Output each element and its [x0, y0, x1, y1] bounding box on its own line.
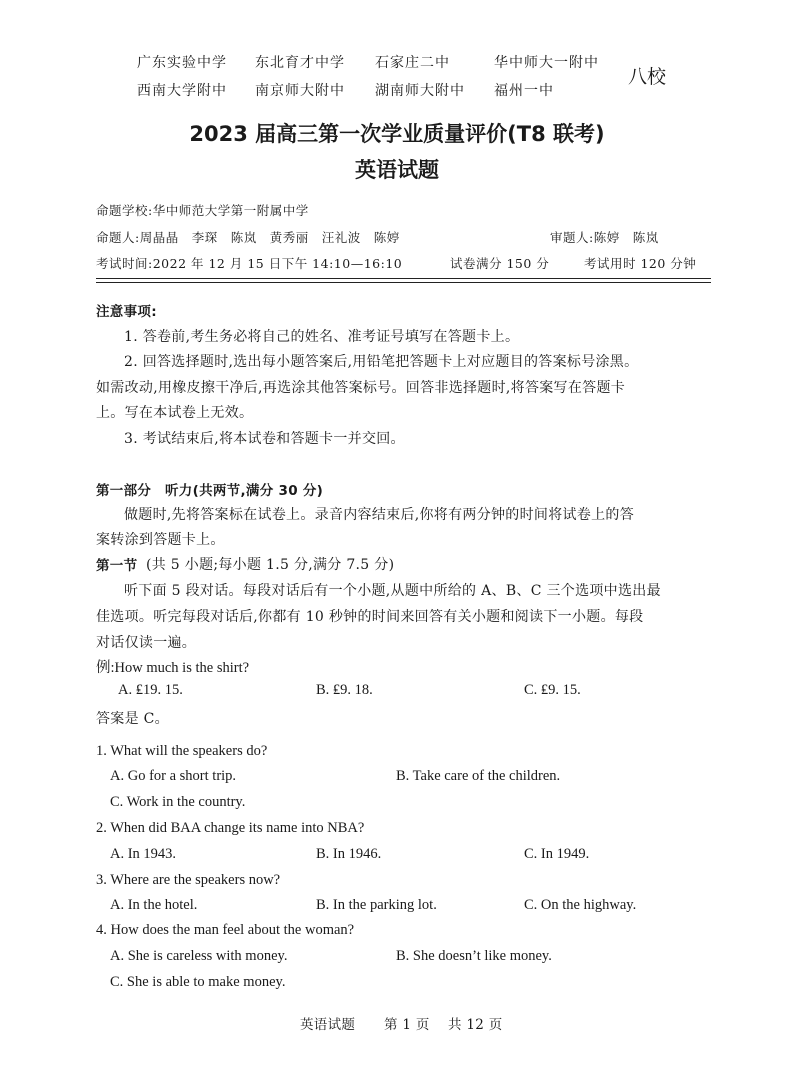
q1-option-c: C. Work in the country. [110, 794, 246, 810]
example-answer: 答案是 C。 [96, 711, 169, 727]
q3-option-a: A. In the hotel. [110, 897, 198, 913]
school-3: 石家庄二中 [375, 55, 450, 71]
school-1: 广东实验中学 [137, 55, 227, 71]
setters: 命题人:周晶晶 李琛 陈岚 黄秀丽 汪礼波 陈婷 [96, 230, 400, 245]
section1-label: 第一节 [96, 558, 138, 574]
exam-duration: 考试用时 120 分钟 [584, 256, 697, 271]
school-5: 西南大学附中 [137, 83, 227, 99]
question-1: 1. What will the speakers do? [96, 743, 268, 759]
example-option-c: C. ₤9. 15. [524, 682, 581, 698]
part1-intro-line-1: 做题时,先将答案标在试卷上。录音内容结束后,你将有两分钟的时间将试卷上的答 [124, 507, 634, 523]
example-option-b: B. ₤9. 18. [316, 682, 373, 698]
school-2: 东北育才中学 [255, 55, 345, 71]
section1-instr-line-2: 佳选项。听完每段对话后,你都有 10 秒钟的时间来回答有关小题和阅读下一小题。每段 [96, 609, 644, 625]
note-1: 1. 答卷前,考生务必将自己的姓名、准考证号填写在答题卡上。 [124, 329, 520, 345]
footer-subject: 英语试题 [300, 1017, 356, 1033]
q2-option-b: B. In 1946. [316, 846, 382, 862]
exam-time: 考试时间:2022 年 12 月 15 日下午 14:10—16:10 [96, 256, 403, 271]
q4-option-c: C. She is able to make money. [110, 974, 286, 990]
exam-title: 2023 届高三第一次学业质量评价(T8 联考) [189, 122, 605, 146]
header-rule-top [96, 278, 711, 279]
section1-instr-line-1: 听下面 5 段对话。每段对话后有一个小题,从题中所给的 A、B、C 三个选项中选出最 [124, 583, 661, 599]
example-question: 例:How much is the shirt? [96, 660, 250, 676]
notes-heading: 注意事项: [96, 304, 157, 320]
q1-option-b: B. Take care of the children. [396, 768, 561, 784]
q2-option-c: C. In 1949. [524, 846, 590, 862]
footer-page: 第 1 页 [384, 1017, 430, 1033]
example-option-a: A. ₤19. 15. [118, 682, 183, 698]
note-3: 3. 考试结束后,将本试卷和答题卡一并交回。 [124, 431, 405, 447]
question-2: 2. When did BAA change its name into NBA? [96, 820, 365, 836]
section1-info: (共 5 小题;每小题 1.5 分,满分 7.5 分) [146, 557, 395, 573]
school-7: 湖南师大附中 [375, 83, 465, 99]
q1-option-a: A. Go for a short trip. [110, 768, 237, 784]
school-8: 福州一中 [494, 83, 554, 99]
q3-option-b: B. In the parking lot. [316, 897, 437, 913]
note-2-line-1: 2. 回答选择题时,选出每小题答案后,用铅笔把答题卡上对应题目的答案标号涂黑。 [124, 354, 639, 370]
q3-option-c: C. On the highway. [524, 897, 637, 913]
school-6: 南京师大附中 [255, 83, 345, 99]
footer-total: 共 12 页 [448, 1017, 503, 1033]
part1-intro-line-2: 案转涂到答题卡上。 [96, 532, 225, 548]
q2-option-a: A. In 1943. [110, 846, 177, 862]
reviewers: 审题人:陈婷 陈岚 [550, 230, 659, 245]
q4-option-b: B. She doesn’t like money. [396, 948, 552, 964]
note-2-line-2: 如需改动,用橡皮擦干净后,再选涂其他答案标号。回答非选择题时,将答案写在答题卡 [96, 380, 626, 396]
part1-heading: 第一部分 听力(共两节,满分 30 分) [96, 483, 324, 499]
exam-subtitle: 英语试题 [355, 158, 439, 182]
q4-option-a: A. She is careless with money. [110, 948, 288, 964]
question-3: 3. Where are the speakers now? [96, 872, 281, 888]
alliance-label: 八校 [628, 66, 667, 88]
section1-instr-line-3: 对话仅读一遍。 [96, 635, 197, 651]
note-2-line-3: 上。写在本试卷上无效。 [96, 405, 254, 421]
full-score: 试卷满分 150 分 [450, 256, 550, 271]
school-4: 华中师大一附中 [494, 55, 599, 71]
question-4: 4. How does the man feel about the woman? [96, 922, 355, 938]
setter-school: 命题学校:华中师范大学第一附属中学 [96, 203, 309, 218]
header-rule-bottom [96, 282, 711, 283]
